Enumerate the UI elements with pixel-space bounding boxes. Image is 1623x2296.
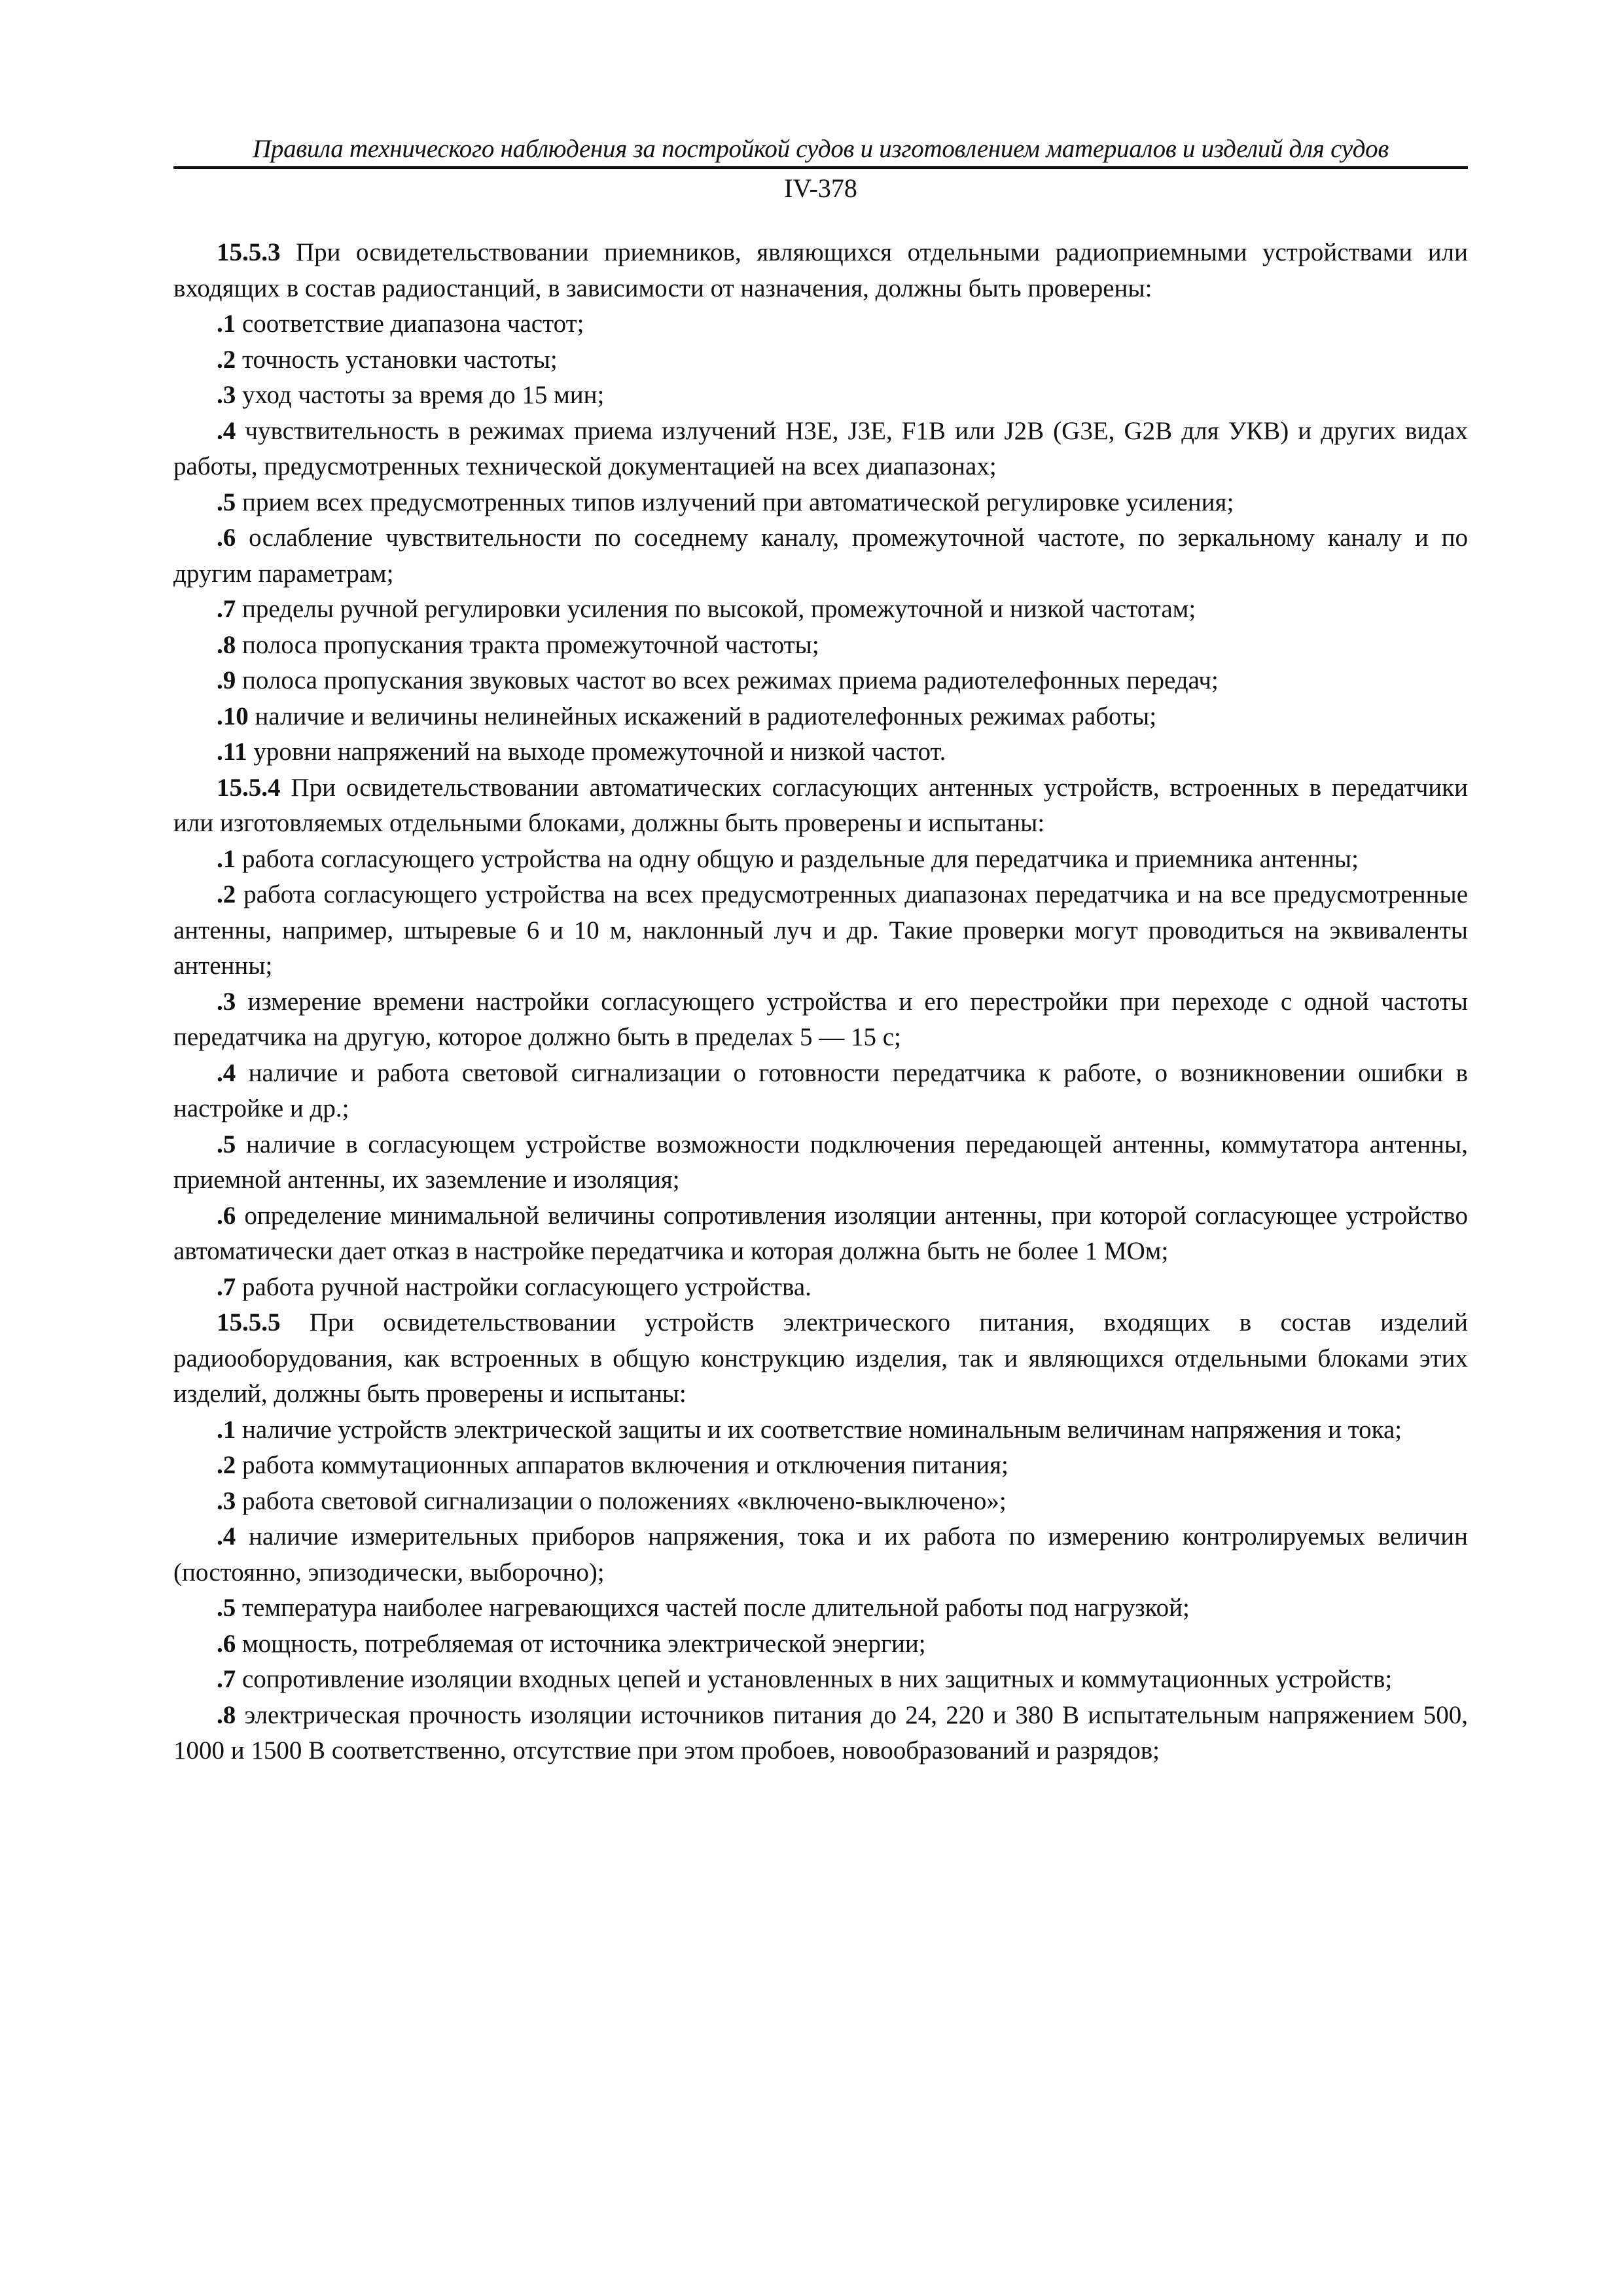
list-item (173, 1484, 1468, 1520)
list-item (173, 1127, 1468, 1198)
item-number: .8 (217, 1700, 236, 1729)
list-item (173, 984, 1468, 1056)
clause-number: 15.5.4 (217, 773, 281, 802)
list-item (173, 1698, 1468, 1769)
item-number: .5 (217, 1130, 236, 1158)
item-text: наличие устройств электрической защиты и их соответствие номинальным величинам напряжения и тока; (236, 1415, 1402, 1444)
paragraph-15-5-4 (173, 770, 1468, 842)
list-item (173, 1448, 1468, 1484)
item-number: .3 (217, 381, 236, 409)
item-text: уход частоты за время до 15 мин; (236, 381, 605, 409)
item-text: электрическая прочность изоляции источников питания до 24, 220 и 380 В испытательным напряжением 500, 1000 и 1500 В соответственно, отсутствие при этом пробоев, новообразований и разрядов; (173, 1700, 1468, 1765)
item-text: работа согласующего устройства на всех предусмотренных диапазонах передатчика и на все предусмотренные антенны, например, штыревые 6 и 10 м, наклонный луч и др. Такие проверки могут проводиться на эквиваленты антенны; (173, 880, 1468, 980)
item-text: соответствие диапазона частот; (236, 310, 584, 338)
item-number: .5 (217, 1594, 236, 1622)
list-item (173, 877, 1468, 984)
item-number: .9 (217, 666, 236, 694)
item-number: .7 (217, 1272, 236, 1301)
item-text: чувствительность в режимах приема излучений H3E, J3E, F1B или J2B (G3E, G2B для УКВ) и других видах работы, предусмотренных технической документацией на всех диапазонах; (173, 416, 1468, 480)
list-item (173, 663, 1468, 699)
item-text: точность установки частоты; (236, 345, 558, 374)
item-text: работа согласующего устройства на одну общую и раздельные для передатчика и приемника антенны; (236, 844, 1359, 873)
list-item (173, 342, 1468, 378)
item-number: .6 (217, 1629, 236, 1658)
item-text: наличие и работа световой сигнализации о готовности передатчика к работе, о возникновении ошибки в настройке и др.; (173, 1058, 1468, 1122)
clause-number: 15.5.3 (217, 238, 281, 266)
list-item (173, 1519, 1468, 1590)
clause-text: При освидетельствовании устройств электрического питания, входящих в состав изделий радиооборудования, как встроенных в общую конструкцию изделия, так и являющихся отдельными блоками этих изделий, должны быть проверены и испытаны: (173, 1308, 1468, 1408)
list-item (173, 1626, 1468, 1662)
item-number: .1 (217, 1415, 236, 1444)
list-item (173, 1056, 1468, 1127)
item-number: .2 (217, 1451, 236, 1479)
list-item (173, 628, 1468, 664)
item-number: .4 (217, 1058, 236, 1087)
item-text: мощность, потребляемая от источника электрической энергии; (236, 1629, 926, 1658)
list-item (173, 1412, 1468, 1448)
list-item (173, 378, 1468, 414)
item-number: .6 (217, 524, 236, 552)
clause-text: При освидетельствовании автоматических согласующих антенных устройств, встроенных в передатчики или изготовляемых отдельными блоками, должны быть проверены и испытаны: (173, 773, 1468, 837)
item-text: полоса пропускания звуковых частот во всех режимах приема радиотелефонных передач; (236, 666, 1219, 694)
list-item (173, 1198, 1468, 1270)
list-item (173, 842, 1468, 878)
clause-number: 15.5.5 (217, 1308, 281, 1336)
item-number: .7 (217, 595, 236, 623)
item-number: .2 (217, 345, 236, 374)
list-item (173, 734, 1468, 770)
running-header: Правила технического наблюдения за постройкой судов и изготовлением материалов и изделий для судов (173, 134, 1468, 169)
item-text: измерение времени настройки согласующего устройства и его перестройки при переходе с одной частоты передатчика на другую, которое должно быть в пределах 5 — 15 с; (173, 987, 1468, 1051)
item-text: пределы ручной регулировки усиления по высокой, промежуточной и низкой частотам; (236, 595, 1196, 623)
paragraph-15-5-5 (173, 1305, 1468, 1412)
list-item (173, 1662, 1468, 1698)
item-number: .11 (217, 738, 247, 766)
item-text: наличие в согласующем устройстве возможности подключения передающей антенны, коммутатора антенны, приемной антенны, их заземление и изоляция; (173, 1130, 1468, 1194)
item-text: ослабление чувствительности по соседнему каналу, промежуточной частоте, по зеркальному каналу и по другим параметрам; (173, 524, 1468, 588)
item-number: .6 (217, 1201, 236, 1230)
item-number: .7 (217, 1665, 236, 1693)
item-text: уровни напряжений на выходе промежуточной и низкой частот. (247, 738, 946, 766)
list-item (173, 1590, 1468, 1626)
item-number: .8 (217, 630, 236, 659)
item-text: наличие измерительных приборов напряжения, тока и их работа по измерению контролируемых величин (постоянно, эпизодически, выборочно); (173, 1522, 1468, 1587)
item-text: температура наиболее нагревающихся частей после длительной работы под нагрузкой; (236, 1594, 1190, 1622)
item-number: .10 (217, 702, 249, 730)
item-text: работа коммутационных аппаратов включения и отключения питания; (236, 1451, 1008, 1479)
item-number: .4 (217, 1522, 236, 1551)
item-text: наличие и величины нелинейных искажений в радиотелефонных режимах работы; (248, 702, 1157, 730)
list-item (173, 485, 1468, 521)
item-number: .1 (217, 310, 236, 338)
item-text: определение минимальной величины сопротивления изоляции антенны, при которой согласующее устройство автоматически дает отказ в настройке передатчика и которая должна быть не более 1 МОм; (173, 1201, 1468, 1265)
list-item (173, 1270, 1468, 1306)
item-number: .2 (217, 880, 236, 908)
item-number: .1 (217, 844, 236, 873)
list-item (173, 592, 1468, 628)
item-number: .4 (217, 416, 236, 445)
list-item (173, 414, 1468, 485)
list-item (173, 520, 1468, 592)
clause-text: При освидетельствовании приемников, являющихся отдельными радиоприемными устройствами или входящих в состав радиостанций, в зависимости от назначения, должны быть проверены: (173, 238, 1468, 302)
paragraph-15-5-3 (173, 235, 1468, 306)
page-number: IV-378 (784, 173, 857, 203)
item-text: полоса пропускания тракта промежуточной частоты; (236, 630, 819, 659)
item-number: .3 (217, 1486, 236, 1515)
item-text: прием всех предусмотренных типов излучений при автоматической регулировке усиления; (236, 488, 1234, 516)
document-page (173, 134, 1468, 1769)
document-body (173, 235, 1468, 1769)
item-text: работа световой сигнализации о положениях «включено-выключено»; (236, 1486, 1007, 1515)
item-text: работа ручной настройки согласующего устройства. (236, 1272, 812, 1301)
item-number: .3 (217, 987, 236, 1016)
list-item (173, 699, 1468, 735)
list-item (173, 306, 1468, 342)
item-number: .5 (217, 488, 236, 516)
item-text: сопротивление изоляции входных цепей и установленных в них защитных и коммутационных устройств; (236, 1665, 1393, 1693)
